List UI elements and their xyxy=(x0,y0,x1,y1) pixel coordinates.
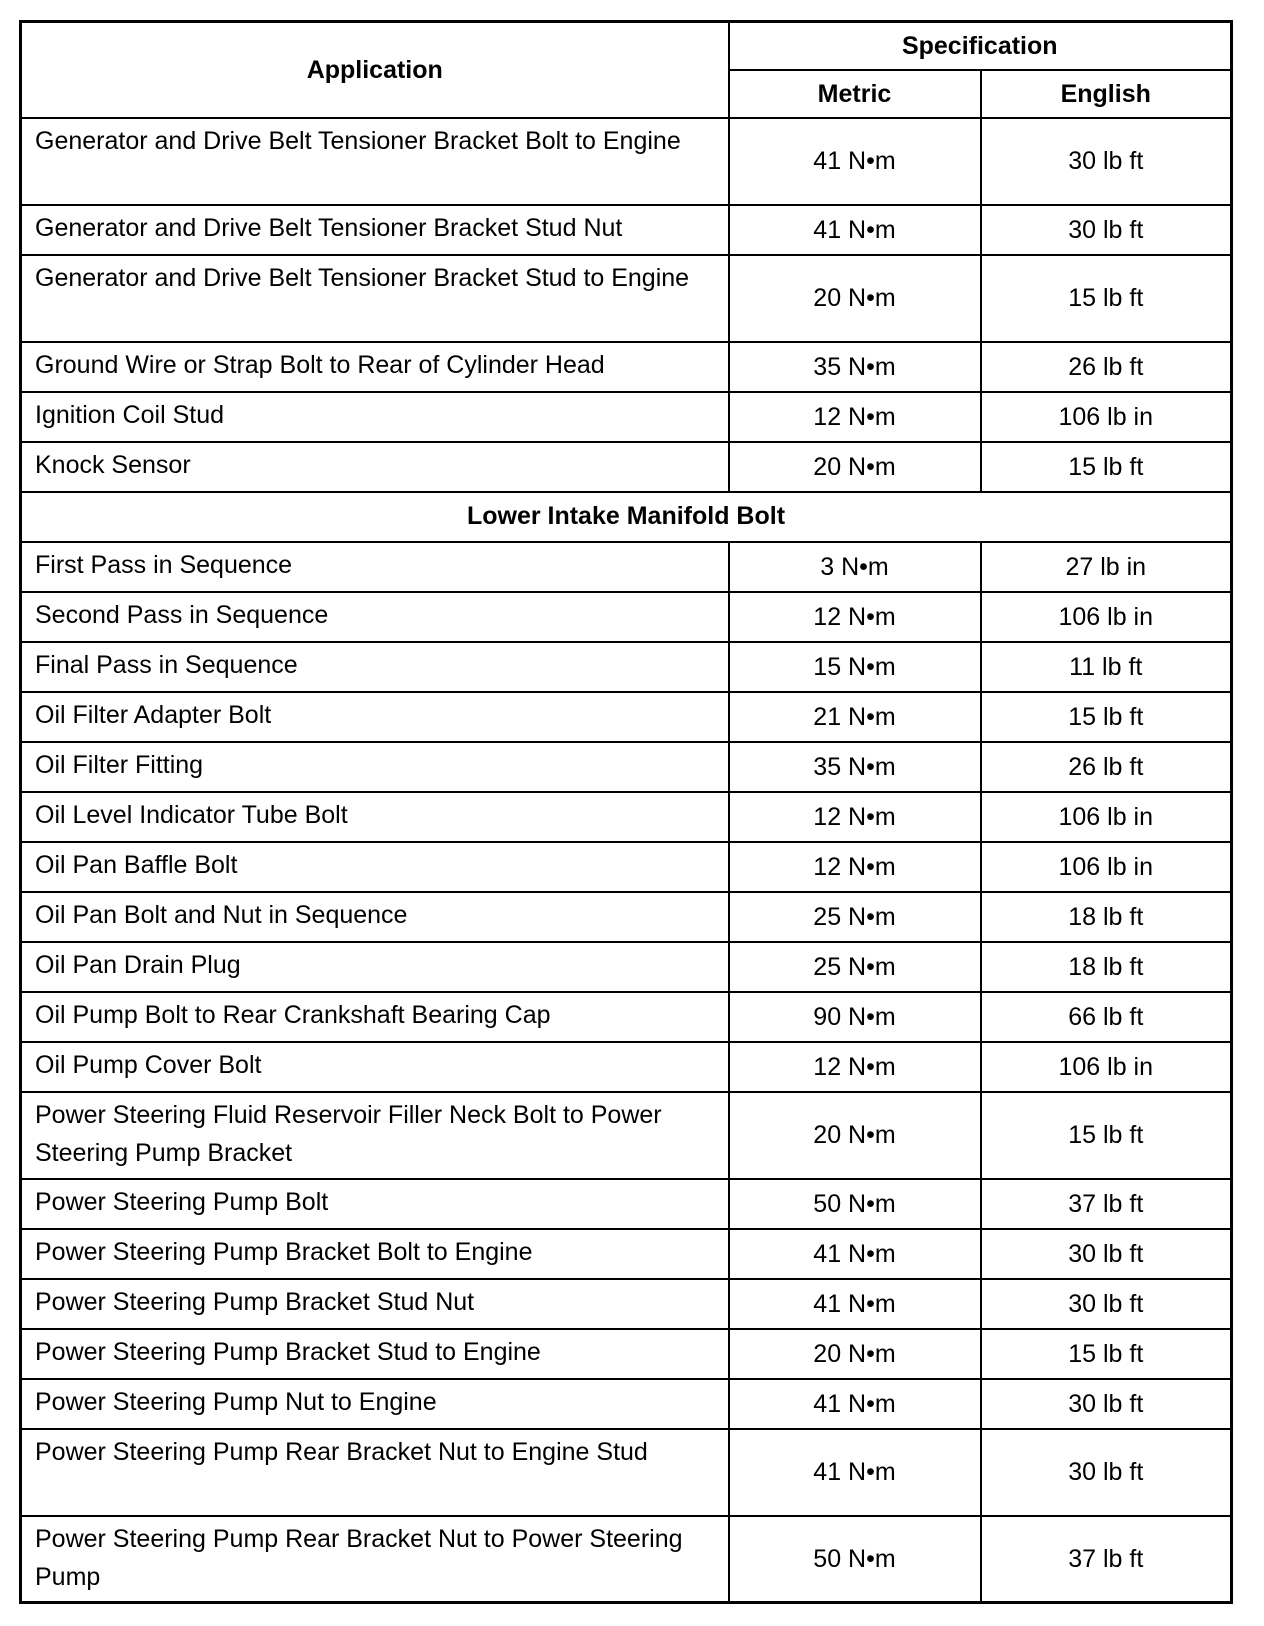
metric-cell: 41 N•m xyxy=(729,1379,981,1429)
table-row xyxy=(21,1329,1232,1379)
table-row xyxy=(21,342,1232,392)
english-column-header: English xyxy=(981,70,1232,118)
table-row xyxy=(21,118,1232,205)
metric-cell: 12 N•m xyxy=(729,792,981,842)
english-cell: 106 lb in xyxy=(981,592,1232,642)
metric-cell: 41 N•m xyxy=(729,205,981,255)
english-cell: 106 lb in xyxy=(981,1042,1232,1092)
metric-cell: 41 N•m xyxy=(729,1229,981,1279)
metric-cell: 25 N•m xyxy=(729,942,981,992)
table-row xyxy=(21,255,1232,342)
application-cell: Oil Pan Bolt and Nut in Sequence xyxy=(21,892,729,942)
table-row xyxy=(21,692,1232,742)
table-row xyxy=(21,992,1232,1042)
english-cell: 30 lb ft xyxy=(981,205,1232,255)
english-cell: 15 lb ft xyxy=(981,255,1232,342)
english-cell: 30 lb ft xyxy=(981,1229,1232,1279)
metric-cell: 41 N•m xyxy=(729,118,981,205)
metric-cell: 90 N•m xyxy=(729,992,981,1042)
table-row xyxy=(21,1042,1232,1092)
torque-specification-table xyxy=(19,20,1233,1604)
application-cell: Knock Sensor xyxy=(21,442,729,492)
english-cell: 18 lb ft xyxy=(981,892,1232,942)
table-row xyxy=(21,542,1232,592)
table-row xyxy=(21,1092,1232,1179)
english-cell: 27 lb in xyxy=(981,542,1232,592)
application-cell: Generator and Drive Belt Tensioner Bracket Bolt to Engine xyxy=(21,118,729,205)
metric-cell: 21 N•m xyxy=(729,692,981,742)
metric-cell: 12 N•m xyxy=(729,392,981,442)
application-cell: Oil Filter Adapter Bolt xyxy=(21,692,729,742)
header-row xyxy=(21,22,1232,70)
table-row xyxy=(21,892,1232,942)
application-cell: Final Pass in Sequence xyxy=(21,642,729,692)
metric-cell: 12 N•m xyxy=(729,592,981,642)
metric-cell: 25 N•m xyxy=(729,892,981,942)
application-cell: Generator and Drive Belt Tensioner Bracket Stud to Engine xyxy=(21,255,729,342)
table-row xyxy=(21,392,1232,442)
table-row xyxy=(21,1379,1232,1429)
metric-cell: 41 N•m xyxy=(729,1279,981,1329)
application-cell: Oil Pan Baffle Bolt xyxy=(21,842,729,892)
metric-cell: 35 N•m xyxy=(729,342,981,392)
metric-cell: 12 N•m xyxy=(729,842,981,892)
english-cell: 15 lb ft xyxy=(981,442,1232,492)
table-row xyxy=(21,442,1232,492)
table-row xyxy=(21,1179,1232,1229)
english-cell: 66 lb ft xyxy=(981,992,1232,1042)
english-cell: 18 lb ft xyxy=(981,942,1232,992)
table-row xyxy=(21,742,1232,792)
application-cell: Power Steering Pump Bracket Bolt to Engine xyxy=(21,1229,729,1279)
specification-column-header: Specification xyxy=(729,22,1232,70)
metric-cell: 35 N•m xyxy=(729,742,981,792)
table-row xyxy=(21,592,1232,642)
metric-cell: 50 N•m xyxy=(729,1516,981,1603)
application-cell: Ground Wire or Strap Bolt to Rear of Cylinder Head xyxy=(21,342,729,392)
section-row xyxy=(21,492,1232,542)
section-title: Lower Intake Manifold Bolt xyxy=(21,492,1232,542)
metric-cell: 20 N•m xyxy=(729,1329,981,1379)
application-cell: Ignition Coil Stud xyxy=(21,392,729,442)
application-cell: Power Steering Pump Bracket Stud Nut xyxy=(21,1279,729,1329)
english-cell: 30 lb ft xyxy=(981,1279,1232,1329)
metric-cell: 41 N•m xyxy=(729,1429,981,1516)
english-cell: 11 lb ft xyxy=(981,642,1232,692)
table-row xyxy=(21,1229,1232,1279)
table-row xyxy=(21,792,1232,842)
english-cell: 30 lb ft xyxy=(981,118,1232,205)
application-cell: First Pass in Sequence xyxy=(21,542,729,592)
application-cell: Power Steering Pump Bracket Stud to Engine xyxy=(21,1329,729,1379)
english-cell: 106 lb in xyxy=(981,792,1232,842)
english-cell: 106 lb in xyxy=(981,842,1232,892)
application-cell: Second Pass in Sequence xyxy=(21,592,729,642)
metric-cell: 3 N•m xyxy=(729,542,981,592)
application-cell: Power Steering Pump Nut to Engine xyxy=(21,1379,729,1429)
application-cell: Oil Pump Bolt to Rear Crankshaft Bearing Cap xyxy=(21,992,729,1042)
english-cell: 37 lb ft xyxy=(981,1179,1232,1229)
english-cell: 15 lb ft xyxy=(981,1329,1232,1379)
table-row xyxy=(21,1429,1232,1516)
table-row xyxy=(21,642,1232,692)
english-cell: 30 lb ft xyxy=(981,1429,1232,1516)
metric-cell: 20 N•m xyxy=(729,1092,981,1179)
metric-cell: 20 N•m xyxy=(729,255,981,342)
application-cell: Power Steering Pump Rear Bracket Nut to Engine Stud xyxy=(21,1429,729,1516)
table-row xyxy=(21,1516,1232,1603)
table-row xyxy=(21,842,1232,892)
application-cell: Generator and Drive Belt Tensioner Bracket Stud Nut xyxy=(21,205,729,255)
application-cell: Oil Filter Fitting xyxy=(21,742,729,792)
metric-cell: 20 N•m xyxy=(729,442,981,492)
table-row xyxy=(21,205,1232,255)
english-cell: 26 lb ft xyxy=(981,342,1232,392)
english-cell: 15 lb ft xyxy=(981,1092,1232,1179)
english-cell: 15 lb ft xyxy=(981,692,1232,742)
english-cell: 30 lb ft xyxy=(981,1379,1232,1429)
application-cell: Oil Level Indicator Tube Bolt xyxy=(21,792,729,842)
metric-cell: 12 N•m xyxy=(729,1042,981,1092)
application-cell: Power Steering Pump Rear Bracket Nut to Power Steering Pump xyxy=(21,1516,729,1603)
application-cell: Power Steering Pump Bolt xyxy=(21,1179,729,1229)
table-row xyxy=(21,1279,1232,1329)
english-cell: 106 lb in xyxy=(981,392,1232,442)
table-row xyxy=(21,942,1232,992)
application-column-header: Application xyxy=(21,22,729,118)
metric-column-header: Metric xyxy=(729,70,981,118)
application-cell: Power Steering Fluid Reservoir Filler Neck Bolt to Power Steering Pump Bracket xyxy=(21,1092,729,1179)
english-cell: 26 lb ft xyxy=(981,742,1232,792)
metric-cell: 15 N•m xyxy=(729,642,981,692)
metric-cell: 50 N•m xyxy=(729,1179,981,1229)
application-cell: Oil Pan Drain Plug xyxy=(21,942,729,992)
english-cell: 37 lb ft xyxy=(981,1516,1232,1603)
application-cell: Oil Pump Cover Bolt xyxy=(21,1042,729,1092)
